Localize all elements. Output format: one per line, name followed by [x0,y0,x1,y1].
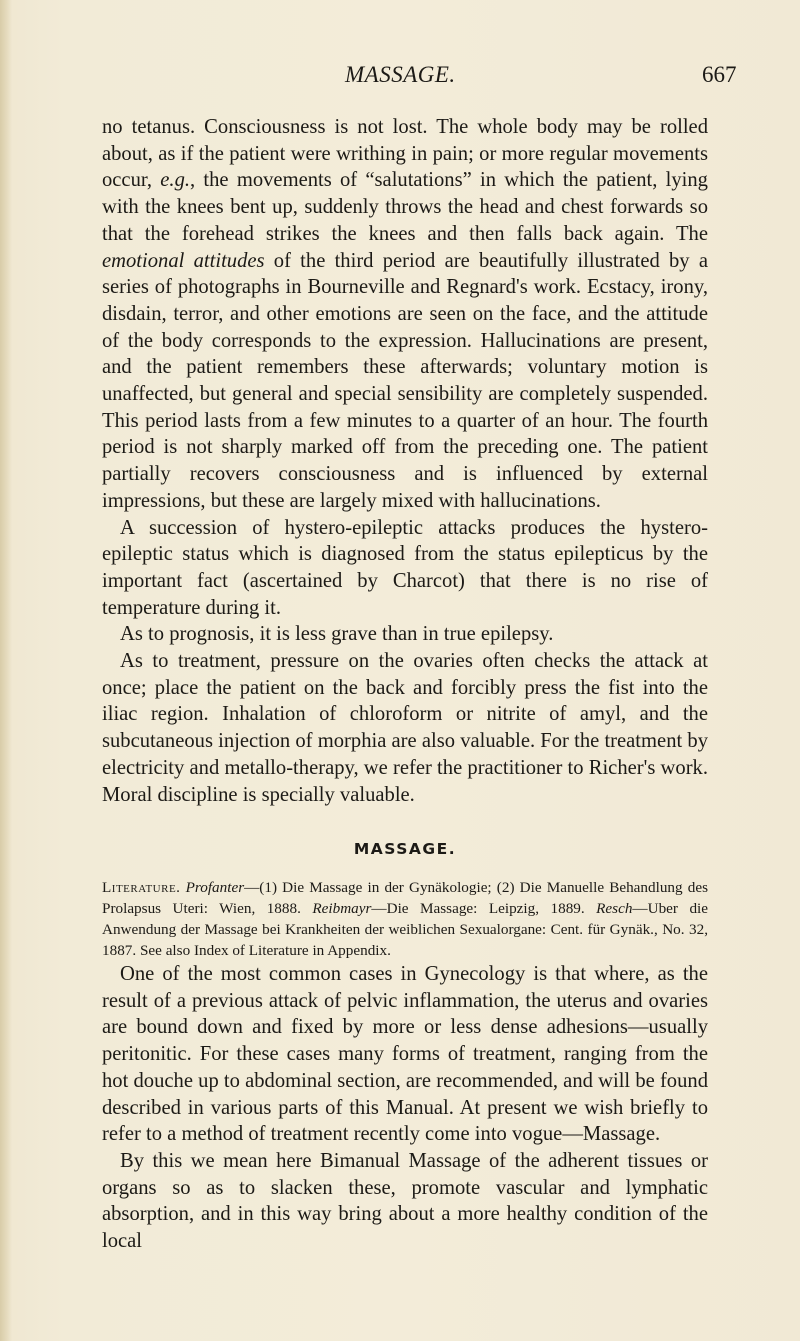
paragraph: By this we mean here Bimanual Massage of the adherent tissues or organs so as to slacken these, promote vascular and lymphatic absorption, and in this way bring about a more healthy condition of the local [102,1149,708,1253]
page-body [102,114,708,1255]
text-run: of the third period are beautifully illustrated by a series of photographs in Bourneville and Regnard's work. Ecstacy, irony, disdain, terror, and other emotions are seen on the face, and the attitude of the body corresponds to the expression. Hallucinations are present, and the patient remembers these afterwards; voluntary motion is unaffected, but general and special sensibility are completely suspended. This period lasts from a few minutes to a quarter of an hour. The fourth period is not sharply marked off from the preceding one. The patient partially recovers consciousness and is influenced by external impressions, but these are largely mixed with hallucinations. [102,249,708,512]
author-name: Profanter [185,878,245,896]
page-number: 667 [702,62,737,87]
literature-label: Literature. [102,878,181,896]
running-title: MASSAGE. [345,62,456,87]
text-run: no tetanus. Consciousness is not lost. The whole body may be rolled about, as if the patient were writhing in pain; or more regular movements occur, [102,116,708,192]
page-edge-shadow [0,0,12,1341]
running-header [0,62,800,92]
paragraph [102,114,708,515]
text-run: —(1) Die Massage in der Gynäkologie; (2) Die Manuelle Behandlung des Prolapsus Uteri: Wien, 1888. [102,878,708,917]
author-name: Reibmayr [312,899,372,917]
emphasis: emotional attitudes [102,249,265,272]
section-heading: MASSAGE. [353,840,457,859]
paragraph: A succession of hystero-epileptic attacks produces the hystero-epileptic status which is diagnosed from the status epilepticus by the important fact (ascertained by Charcot) that there is no rise of temperature during it. [102,516,708,619]
text-run: , the movements of “salutations” in which the patient, lying with the knees bent up, suddenly throws the head and chest forwards so that the forehead strikes the knees and then falls back again. The [102,169,708,245]
emphasis: e.g. [160,169,191,192]
paragraph: As to treatment, pressure on the ovaries often checks the attack at once; place the patient on the back and forcibly press the fist into the iliac region. Inhalation of chloroform or nitrite of amyl, and the subcutaneous injection of morphia are also valuable. For the treatment by electricity and metallo-therapy, we refer the practitioner to Richer's work. Moral discipline is specially valuable. [102,650,708,806]
paragraph: One of the most common cases in Gynecology is that where, as the result of a previous attack of pelvic inflammation, the uterus and ovaries are bound down and fixed by more or less dense adhesions—usually peritonitic. For these cases many forms of treatment, ranging from the hot douche up to abdominal section, are recommended, and will be found described in various parts of this Manual. At present we wish briefly to refer to a method of treatment recently come into vogue—Massage. [102,962,708,1146]
paragraph: As to prognosis, it is less grave than in true epilepsy. [120,623,554,646]
text-run: —Uber die Anwendung der Massage bei Krankheiten der weiblichen Sexualorgane: Cent. für Gynäk., No. 32, 1887. See also Index of Literature in Appendix. [102,899,708,959]
text-run: —Die Massage: Leipzig, 1889. [371,899,597,917]
author-name: Resch [596,899,633,917]
literature-note [102,877,708,961]
